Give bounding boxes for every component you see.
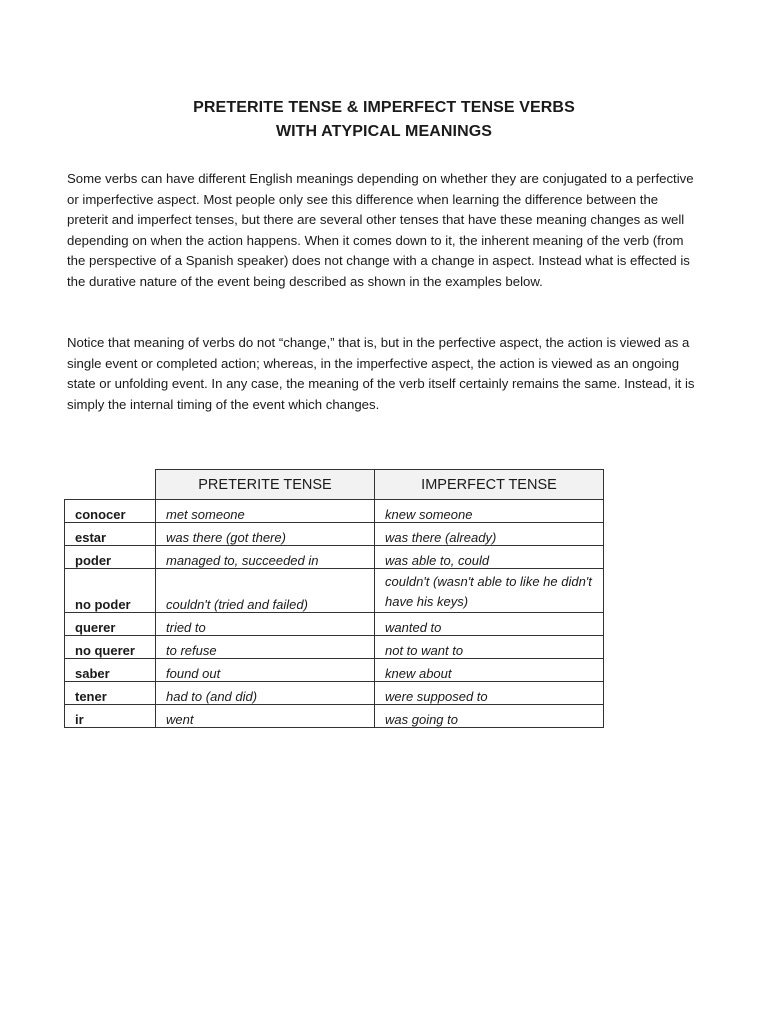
notice-paragraph: Notice that meaning of verbs do not “change,” that is, but in the perfective aspect, the action is viewed as a single event or completed action; whereas, in the imperfective aspect, the action is viewed as an ongoing state or unfolding event. In any case, the meaning of the verb itself certainly remains the same. Instead, it is simply the internal timing of the event which changes.: [67, 335, 695, 412]
verb-cell: ir: [65, 705, 156, 728]
preterite-cell: met someone: [156, 500, 375, 523]
table-row: [65, 500, 604, 523]
table-row: [65, 546, 604, 569]
preterite-cell: was there (got there): [156, 523, 375, 546]
table-row: [65, 613, 604, 636]
imperfect-cell: couldn't (wasn't able to like he didn't have his keys): [375, 569, 604, 613]
imperfect-cell: knew someone: [375, 500, 604, 523]
verb-cell: conocer: [65, 500, 156, 523]
table-header-row: [65, 470, 604, 500]
preterite-cell: went: [156, 705, 375, 728]
document-title: [0, 96, 768, 144]
table-row: [65, 682, 604, 705]
preterite-cell: managed to, succeeded in: [156, 546, 375, 569]
title-line-2: WITH ATYPICAL MEANINGS: [275, 123, 493, 140]
preterite-cell: had to (and did): [156, 682, 375, 705]
imperfect-cell: were supposed to: [375, 682, 604, 705]
table-row: [65, 705, 604, 728]
verb-cell: tener: [65, 682, 156, 705]
verb-cell: saber: [65, 659, 156, 682]
header-blank: [65, 470, 156, 500]
table-row: [65, 523, 604, 546]
imperfect-cell: knew about: [375, 659, 604, 682]
verb-cell: no poder: [65, 569, 156, 613]
preterite-cell: found out: [156, 659, 375, 682]
imperfect-cell: was able to, could: [375, 546, 604, 569]
verb-cell: querer: [65, 613, 156, 636]
imperfect-cell: was there (already): [375, 523, 604, 546]
header-preterite: PRETERITE TENSE: [156, 470, 375, 500]
table-row: [65, 636, 604, 659]
title-line-1: PRETERITE TENSE & IMPERFECT TENSE VERBS: [193, 99, 575, 116]
imperfect-cell: wanted to: [375, 613, 604, 636]
preterite-cell: couldn't (tried and failed): [156, 569, 375, 613]
imperfect-cell: was going to: [375, 705, 604, 728]
intro-paragraph: Some verbs can have different English meanings depending on whether they are conjugated to a perfective or imperfective aspect. Most people only see this difference when learning the difference between the preterit and imperfect tenses, but there are several other tenses that have these meaning changes as well depending on when the action happens. When it comes down to it, the inherent meaning of the verb (from the perspective of a Spanish speaker) does not change with a change in aspect. Instead what is effected is the durative nature of the event being described as shown in the examples below.: [67, 171, 694, 289]
table-row: [65, 659, 604, 682]
preterite-cell: to refuse: [156, 636, 375, 659]
verb-cell: poder: [65, 546, 156, 569]
verb-cell: estar: [65, 523, 156, 546]
imperfect-cell: not to want to: [375, 636, 604, 659]
preterite-cell: tried to: [156, 613, 375, 636]
verb-meanings-table: [64, 469, 604, 728]
header-imperfect: IMPERFECT TENSE: [375, 470, 604, 500]
verb-cell: no querer: [65, 636, 156, 659]
table-row: [65, 569, 604, 613]
